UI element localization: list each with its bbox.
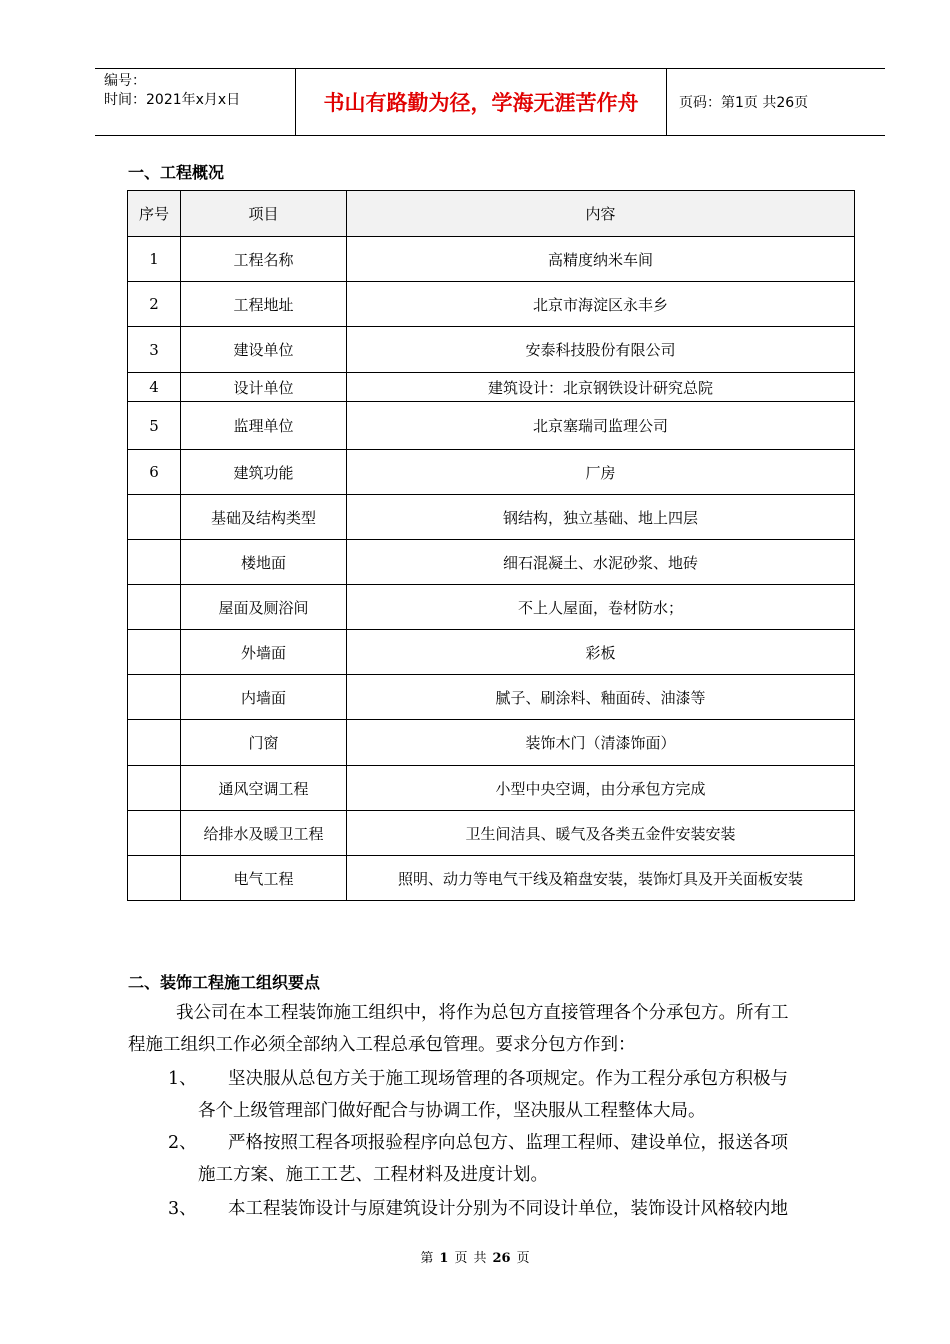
- cell-no: [128, 495, 181, 540]
- table-row: [128, 630, 855, 675]
- column-header-no: 序号: [128, 191, 181, 237]
- table-row: [128, 450, 855, 495]
- page-header: [95, 68, 885, 136]
- cell-item: 建设单位: [181, 327, 347, 373]
- table-row: [128, 327, 855, 373]
- footer-ye: 页: [454, 1251, 468, 1266]
- cell-item: 电气工程: [181, 856, 347, 901]
- cell-item: 工程地址: [181, 282, 347, 327]
- column-header-item: 项目: [181, 191, 347, 237]
- cell-content: 装饰木门（清漆饰面）: [347, 720, 855, 766]
- table-row: [128, 675, 855, 720]
- cell-no: 3: [128, 327, 181, 373]
- cell-content: 细石混凝土、水泥砂浆、地砖: [347, 540, 855, 585]
- cell-item: 监理单位: [181, 402, 347, 450]
- cell-item: 设计单位: [181, 373, 347, 402]
- list-item-line-2: 各个上级管理部门做好配合与协调工作，坚决服从工程整体大局。: [198, 1101, 706, 1121]
- table-row: [128, 495, 855, 540]
- table-row: [128, 720, 855, 766]
- table-row: [128, 540, 855, 585]
- cell-content: 卫生间洁具、暖气及各类五金件安装安装: [347, 811, 855, 856]
- cell-item: 工程名称: [181, 237, 347, 282]
- cell-item: 楼地面: [181, 540, 347, 585]
- intro-line-2: 程施工组织工作必须全部纳入工程总承包管理。要求分包方作到：: [128, 1035, 636, 1055]
- list-item-line-2: 施工方案、施工工艺、工程材料及进度计划。: [198, 1165, 548, 1185]
- cell-no: [128, 811, 181, 856]
- cell-content: 安泰科技股份有限公司: [347, 327, 855, 373]
- list-item-line-1: 严格按照工程各项报验程序向总包方、监理工程师、建设单位，报送各项: [228, 1133, 788, 1153]
- cell-content: 高精度纳米车间: [347, 237, 855, 282]
- cell-content: 北京塞瑞司监理公司: [347, 402, 855, 450]
- cell-no: 2: [128, 282, 181, 327]
- section-2-title: 二、装饰工程施工组织要点: [128, 973, 321, 992]
- list-item-line-1: 坚决服从总包方关于施工现场管理的各项规定。作为工程分承包方积极与: [228, 1069, 788, 1089]
- cell-no: 6: [128, 450, 181, 495]
- cell-no: [128, 766, 181, 811]
- cell-item: 内墙面: [181, 675, 347, 720]
- column-header-content: 内容: [347, 191, 855, 237]
- footer-gong: 共: [473, 1251, 487, 1266]
- list-item-number: 2、: [168, 1133, 197, 1153]
- cell-no: [128, 856, 181, 901]
- header-meta: [95, 69, 296, 135]
- table-row: [128, 282, 855, 327]
- table-row: [128, 811, 855, 856]
- cell-content: 建筑设计：北京钢铁设计研究总院: [347, 373, 855, 402]
- cell-content: 不上人屋面，卷材防水；: [347, 585, 855, 630]
- list-item-number: 3、: [168, 1199, 197, 1219]
- cell-content: 照明、动力等电气干线及箱盘安装，装饰灯具及开关面板安装: [347, 856, 855, 901]
- cell-content: 钢结构，独立基础、地上四层: [347, 495, 855, 540]
- header-time: 时间：2021年x月x日: [104, 92, 241, 108]
- table-row: [128, 237, 855, 282]
- cell-item: 给排水及暖卫工程: [181, 811, 347, 856]
- page-footer: [0, 1247, 950, 1266]
- header-motto: 书山有路勤为径，学海无涯苦作舟: [296, 69, 667, 135]
- footer-di: 第: [420, 1251, 434, 1266]
- cell-content: 小型中央空调，由分承包方完成: [347, 766, 855, 811]
- cell-no: [128, 720, 181, 766]
- table-row: [128, 373, 855, 402]
- cell-no: [128, 540, 181, 585]
- cell-no: 4: [128, 373, 181, 402]
- cell-content: 腻子、刷涂料、釉面砖、油漆等: [347, 675, 855, 720]
- header-page-label: 页码：第1页 共26页: [679, 95, 809, 111]
- intro-paragraph: [128, 997, 854, 1061]
- section-1-title: 一、工程概况: [128, 163, 225, 182]
- cell-no: 1: [128, 237, 181, 282]
- list-item-line-1: 本工程装饰设计与原建筑设计分别为不同设计单位，装饰设计风格较内地: [228, 1199, 788, 1219]
- cell-content: 厂房: [347, 450, 855, 495]
- table-row: [128, 856, 855, 901]
- cell-no: [128, 630, 181, 675]
- list-item-number: 1、: [168, 1069, 197, 1089]
- table-row: [128, 585, 855, 630]
- footer-page-number: 1: [439, 1251, 449, 1266]
- table-row: [128, 766, 855, 811]
- footer-ye-end: 页: [516, 1251, 530, 1266]
- cell-item: 基础及结构类型: [181, 495, 347, 540]
- header-number: 编号：: [104, 73, 146, 89]
- project-overview-table: [127, 190, 855, 901]
- cell-content: 彩板: [347, 630, 855, 675]
- intro-line-1: 我公司在本工程装饰施工组织中，将作为总包方直接管理各个分承包方。所有工: [176, 1003, 789, 1023]
- cell-no: [128, 675, 181, 720]
- cell-item: 通风空调工程: [181, 766, 347, 811]
- table-header-row: [128, 191, 855, 237]
- cell-item: 建筑功能: [181, 450, 347, 495]
- cell-item: 门窗: [181, 720, 347, 766]
- cell-content: 北京市海淀区永丰乡: [347, 282, 855, 327]
- cell-item: 屋面及厕浴间: [181, 585, 347, 630]
- table-row: [128, 402, 855, 450]
- cell-no: [128, 585, 181, 630]
- footer-total-pages: 26: [492, 1251, 511, 1266]
- cell-item: 外墙面: [181, 630, 347, 675]
- cell-no: 5: [128, 402, 181, 450]
